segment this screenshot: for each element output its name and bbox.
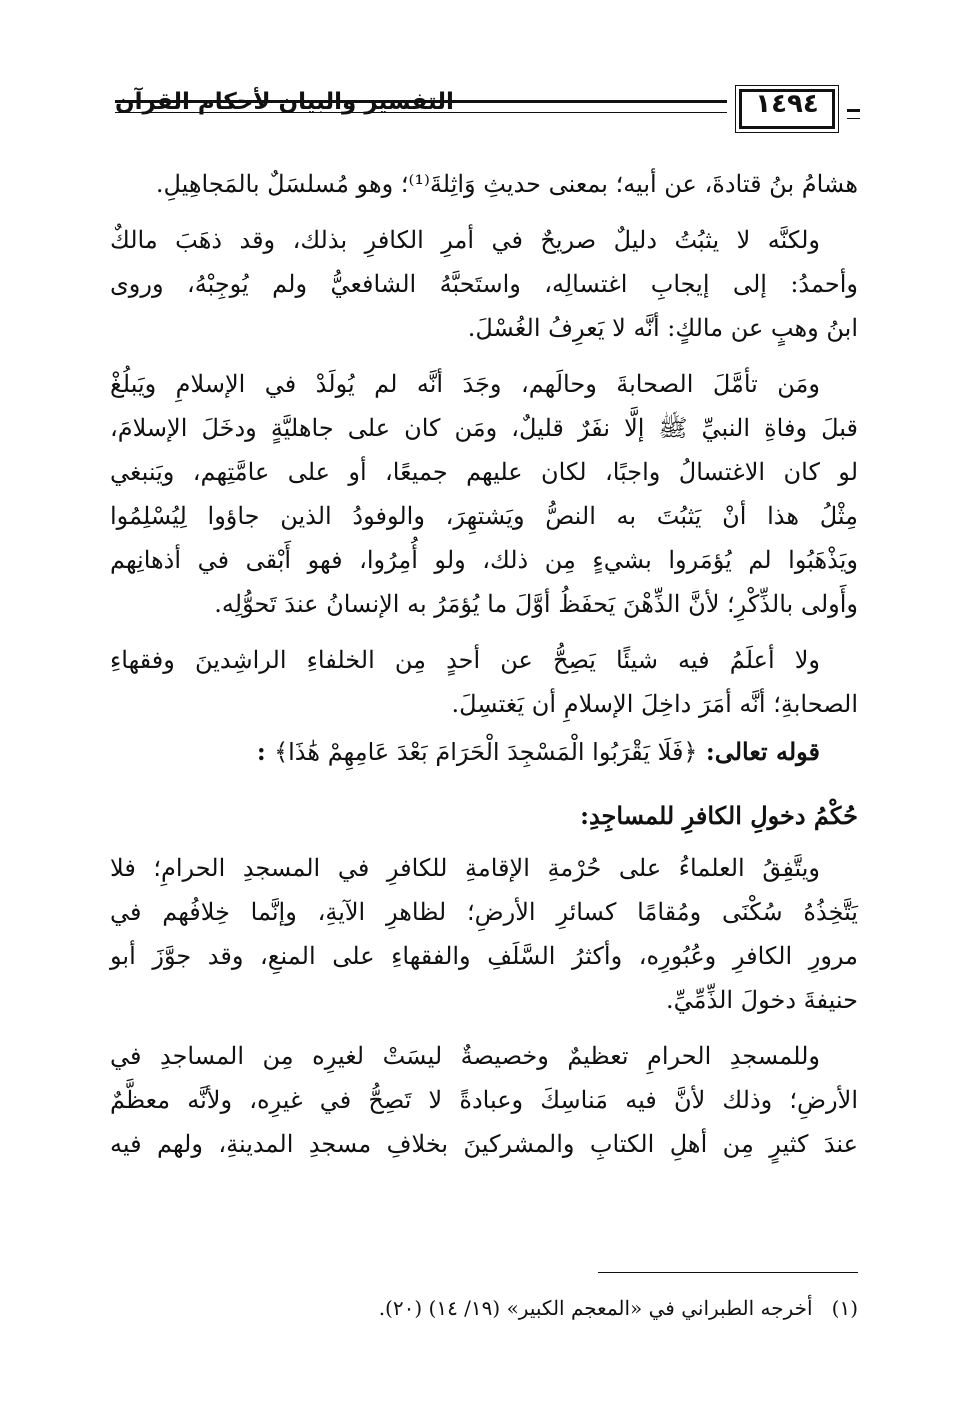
text-line: ويتَّفِقُ العلماءُ على حُرْمةِ الإقامةِ للكافرِ في المسجدِ الحرامِ؛ فلا: [110, 854, 820, 882]
page-number: [735, 89, 839, 119]
text-line: عندَ كثيرٍ مِن أهلِ الكتابِ والمشركينَ بخلافِ مسجدِ المدينةِ، ولهم فيه: [110, 1130, 858, 1158]
text-line: ولكنَّه لا يثبُتُ دليلٌ صريحٌ في أمرِ الكافرِ بذلك، وقد ذهَبَ مالكٌ: [110, 226, 820, 254]
verse-heading: [110, 726, 858, 778]
text-line: مِثْلُ هذا أنْ يَثبُتَ به النصُّ ويَشتهِرَ، والوفودُ الذين جاؤوا لِيُسْلِمُوا: [110, 502, 858, 530]
footnote-number: (١): [831, 1296, 858, 1320]
page-number-box: [735, 85, 839, 133]
quran-verse: ﴿فَلَا يَقْرَبُوا الْمَسْجِدَ الْحَرَامَ بَعْدَ عَامِهِمْ هَٰذَا﴾: [274, 738, 698, 766]
header-rule-right-thin: [847, 118, 860, 119]
text-line: حنيفةَ دخولَ الذِّمِّيِّ.: [665, 986, 858, 1014]
book-title: التفسير والبيان لأحكام القرآن: [115, 89, 454, 115]
footnote-text: أخرجه الطبراني في «المعجم الكبير» (١٩/ ١٤) (٢٠).: [378, 1296, 813, 1320]
text-line: قبلَ وفاةِ النبيِّ ﷺ إلَّا نفَرٌ قليلٌ، ومَن كان على جاهليَّةٍ ودخَلَ الإسلامَ،: [110, 414, 858, 442]
footnote: [110, 1290, 858, 1326]
text-line: الأرضِ؛ وذلك لأنَّ فيه مَناسِكَ وعبادةً لا تَصِحُّ في غيرِه، ولأنَّه معظَّمٌ: [110, 1086, 858, 1114]
text-line: مرورِ الكافرِ وعُبُورِه، وأكثرُ السَّلَفِ والفقهاءِ على المنعِ، وقد جوَّزَ أبو: [110, 942, 859, 970]
text-line: هشامُ بنُ قتادةَ، عن أبيه؛ بمعنى حديثِ وَاثِلةَ⁽¹⁾؛ وهو مُسلسَلٌ بالمَجاهِيلِ.: [155, 170, 858, 198]
paragraph: [110, 218, 858, 350]
text-line: وأَولى بالذِّكْرِ؛ لأنَّ الذِّهْنَ يَحفَظُ أوَّلَ ما يُؤمَرُ به الإنسانُ عندَ تَحوُّلِه.: [214, 590, 858, 618]
header-rule-right: [847, 109, 860, 112]
text-line: وللمسجدِ الحرامِ تعظيمٌ وخصيصةٌ ليسَتْ لغيرِه مِن المساجدِ في: [110, 1042, 820, 1070]
text-line: الصحابةِ؛ أنَّه أمَرَ داخِلَ الإسلامِ أن يَغتسِلَ.: [451, 690, 858, 718]
footnote-rule: [598, 1272, 858, 1273]
verse-label: قوله تعالى:: [705, 737, 820, 766]
paragraph: [110, 162, 858, 206]
page-number-text: ١٤٩٤: [755, 89, 819, 119]
text-line: لو كان الاغتسالُ واجبًا، لكان عليهم جميعًا، أو على عامَّتِهم، ويَنبغي: [110, 458, 858, 486]
text-line: وأحمدُ: إلى إيجابِ اغتسالِه، واستَحبَّهُ الشافعيُّ ولم يُوجِبْهُ، وروى: [110, 270, 858, 298]
verse-suffix: :: [256, 737, 266, 766]
paragraph: [110, 1034, 858, 1166]
page-body: [110, 162, 858, 1166]
page-header: [115, 85, 860, 145]
paragraph: [110, 362, 858, 626]
text-line: ابنُ وهبٍ عن مالكٍ: أنَّه لا يَعرِفُ الغُسْلَ.: [467, 314, 858, 342]
section-heading: حُكْمُ دخولِ الكافرِ للمساجِدِ:: [580, 801, 858, 830]
text-line: يَتَّخِذُهُ سُكْنَى ومُقامًا كسائرِ الأرضِ؛ لظاهرِ الآيةِ، وإنَّما خِلافُهم في: [110, 898, 858, 926]
text-line: ويَذْهَبُوا لم يُؤمَروا بشيءٍ مِن ذلك، ولو أُمِرُوا، فهو أَبْقى في أذهانِهم: [110, 546, 858, 574]
text-line: ولا أعلَمُ فيه شيئًا يَصِحُّ عن أحدٍ مِن الخلفاءِ الراشِدينَ وفقهاءِ: [110, 646, 820, 674]
text-line: ومَن تأمَّلَ الصحابةَ وحالَهم، وجَدَ أنَّه لم يُولَدْ في الإسلامِ ويَبلُغْ: [110, 370, 820, 398]
paragraph: [110, 846, 858, 1022]
paragraph: [110, 638, 858, 726]
